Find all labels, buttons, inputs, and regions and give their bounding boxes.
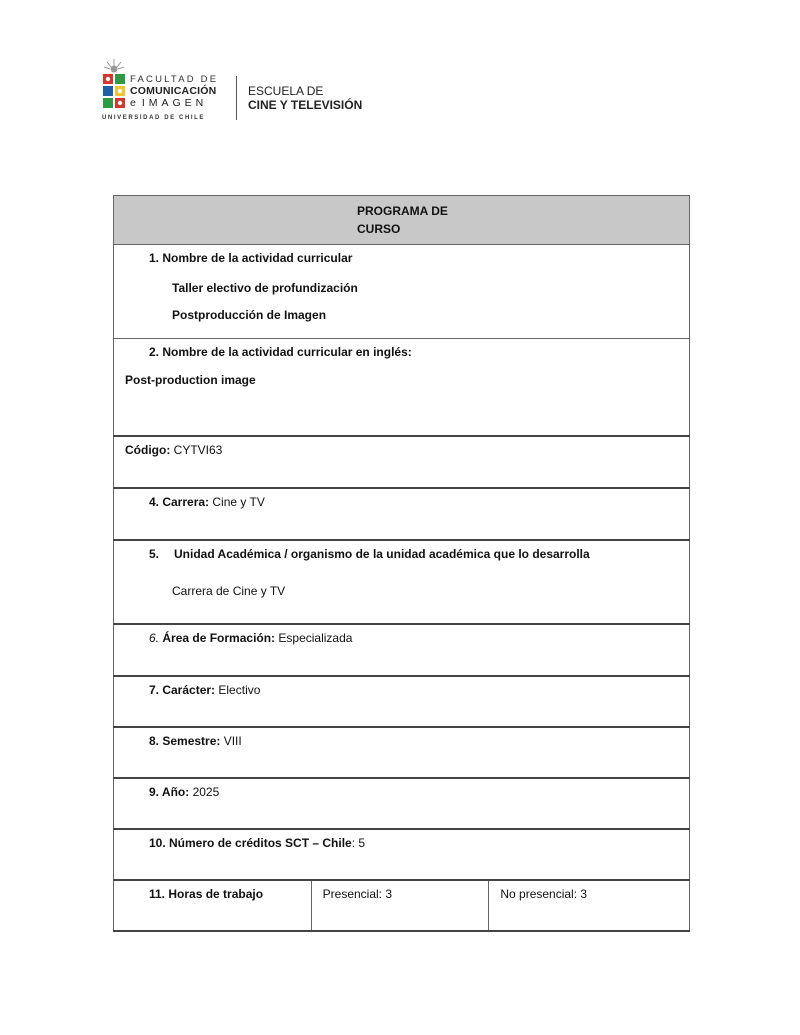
section-2-label: 2. Nombre de la actividad curricular en inglés: xyxy=(149,345,412,359)
section-3-line xyxy=(125,443,222,457)
program-title-line1: PROGRAMA DE xyxy=(357,204,448,218)
section-row-7 xyxy=(114,676,690,727)
escuela-line1: ESCUELA DE xyxy=(248,84,324,98)
section-row-6 xyxy=(114,624,690,676)
section-cell-4 xyxy=(114,488,690,540)
section-cell-9 xyxy=(114,778,690,829)
section-cell-5 xyxy=(114,540,690,624)
section-9-line xyxy=(149,785,219,799)
page-header xyxy=(102,58,402,124)
section-11-no-presencial: No presencial: 3 xyxy=(500,887,588,901)
facultad-line3 xyxy=(130,97,230,109)
section-10-sep: : xyxy=(351,836,356,850)
section-7-label: 7. Carácter: xyxy=(149,683,216,697)
section-6-line xyxy=(149,631,352,645)
section-row-3 xyxy=(114,436,690,488)
section-5-label: Unidad Académica / organismo de la unidad académica que lo desarrolla xyxy=(174,547,590,561)
section-11-no-presencial-cell xyxy=(489,880,690,931)
section-11-label-cell xyxy=(114,880,312,931)
section-cell-10 xyxy=(114,829,690,880)
section-10-line xyxy=(149,836,365,850)
section-row-11 xyxy=(114,880,690,931)
section-row-10 xyxy=(114,829,690,880)
escuela-wordmark xyxy=(248,84,362,113)
section-9-value: 2025 xyxy=(192,785,220,799)
section-row-1 xyxy=(114,245,690,339)
section-2-value: Post-production image xyxy=(125,373,256,387)
section-row-5 xyxy=(114,540,690,624)
title-cell xyxy=(114,196,690,245)
program-table xyxy=(113,195,690,932)
section-6-number: 6. xyxy=(149,631,160,645)
section-row-4 xyxy=(114,488,690,540)
section-11-presencial-cell xyxy=(311,880,489,931)
section-3-value: CYTVI63 xyxy=(173,443,223,457)
section-7-line xyxy=(149,683,260,697)
section-6-value: Especializada xyxy=(278,631,353,645)
universidad-wordmark: UNIVERSIDAD DE CHILE xyxy=(102,115,206,121)
section-cell-3 xyxy=(114,436,690,488)
facultad-line3-e: e xyxy=(130,97,136,109)
section-10-value: 5 xyxy=(358,836,366,850)
section-1-value-line1: Taller electivo de profundización xyxy=(172,281,358,295)
section-5-number: 5. xyxy=(149,547,160,561)
section-5-value: Carrera de Cine y TV xyxy=(172,584,286,598)
section-1-label: 1. Nombre de la actividad curricular xyxy=(149,251,353,265)
escuela-line2: CINE Y TELEVISIÓN xyxy=(248,98,363,112)
section-11-presencial: Presencial: 3 xyxy=(322,887,393,901)
facultad-line2: COMUNICACIÓN xyxy=(130,85,217,97)
header-divider xyxy=(236,76,237,120)
section-8-line xyxy=(149,734,242,748)
facultad-line3-imagen: IMAGEN xyxy=(141,97,208,109)
section-7-value: Electivo xyxy=(218,683,261,697)
section-cell-7 xyxy=(114,676,690,727)
university-seal-logo xyxy=(102,58,126,112)
section-cell-6 xyxy=(114,624,690,676)
section-10-label: 10. Número de créditos SCT – Chile xyxy=(149,836,352,850)
section-3-label: Código: xyxy=(125,443,171,457)
section-11-label: 11. Horas de trabajo xyxy=(149,887,264,901)
section-cell-2 xyxy=(114,339,690,437)
program-title-line2: CURSO xyxy=(357,222,401,236)
section-row-8 xyxy=(114,727,690,778)
facultad-line1: FACULTAD DE xyxy=(130,74,219,85)
section-4-value: Cine y TV xyxy=(212,495,265,509)
section-row-2 xyxy=(114,339,690,437)
program-title xyxy=(114,196,689,238)
section-cell-8 xyxy=(114,727,690,778)
title-row xyxy=(114,196,690,245)
section-4-label: 4. Carrera: xyxy=(149,495,210,509)
section-1-value-line2: Postproducción de Imagen xyxy=(172,308,327,322)
section-8-label: 8. Semestre: xyxy=(149,734,221,748)
section-9-label: 9. Año: xyxy=(149,785,190,799)
section-8-value: VIII xyxy=(223,734,242,748)
section-6-label: Área de Formación: xyxy=(162,631,276,645)
section-row-9 xyxy=(114,778,690,829)
facultad-wordmark xyxy=(130,74,230,109)
section-cell-1 xyxy=(114,245,690,339)
section-4-line xyxy=(149,495,265,509)
